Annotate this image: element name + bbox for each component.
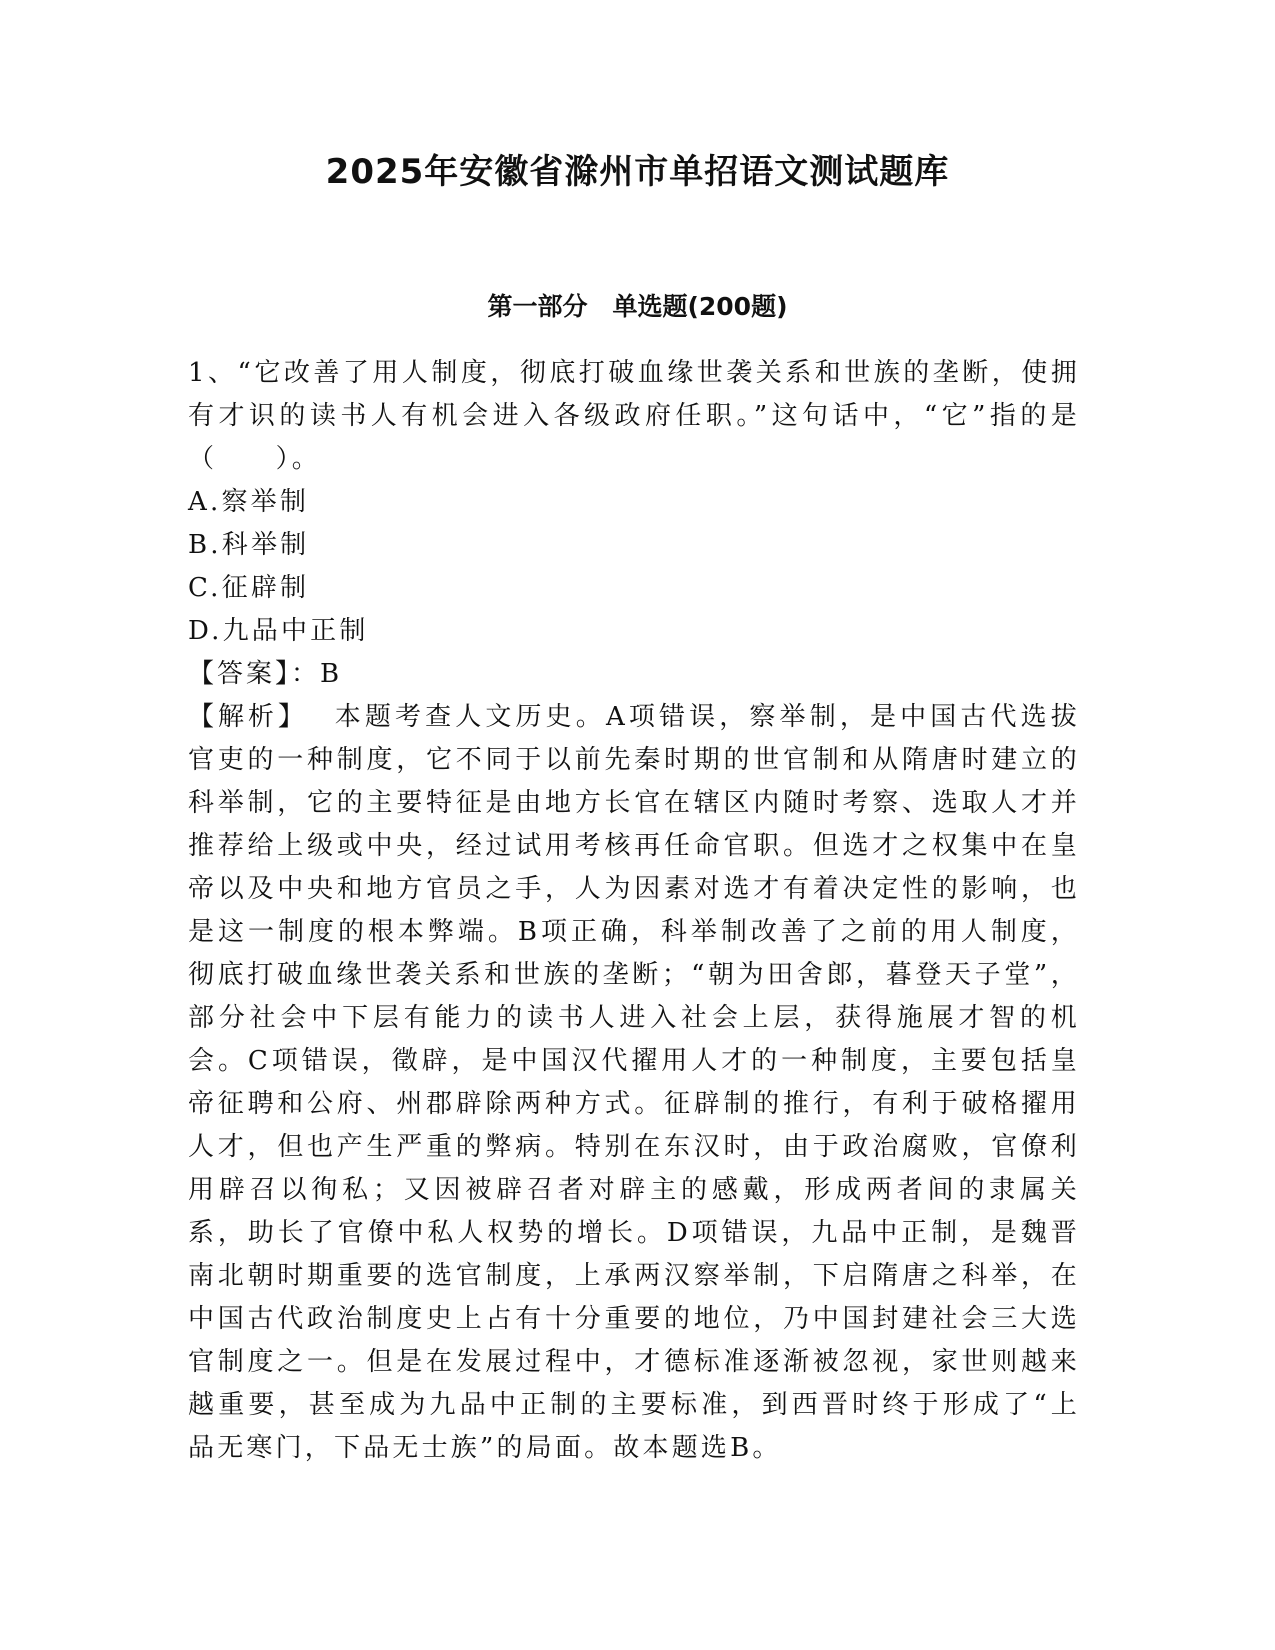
- option-c: C.征辟制: [188, 573, 310, 603]
- option-a: A.察举制: [188, 487, 310, 517]
- answer-line: [188, 653, 1080, 696]
- question-block: [188, 352, 1080, 1470]
- answer-label: 【答案】：: [188, 659, 321, 689]
- analysis-paragraph: [188, 696, 1080, 1470]
- analysis-label: 【解析】: [188, 702, 308, 732]
- question-stem: 1、“它改善了用人制度，彻底打破血缘世袭关系和世族的垄断，使拥有才识的读书人有机会进入各级政府任职。”这句话中，“它”指的是（ ）。: [188, 358, 1080, 474]
- analysis-text: 本题考查人文历史。A项错误，察举制，是中国古代选拔官吏的一种制度，它不同于以前先秦时期的世官制和从隋唐时建立的科举制，它的主要特征是由地方长官在辖区内随时考察、选取人才并推荐给上级或中央，经过试用考核再任命官职。但选才之权集中在皇帝以及中央和地方官员之手，人为因素对选才有着决定性的影响，也是这一制度的根本弊端。B项正确，科举制改善了之前的用人制度，彻底打破血缘世袭关系和世族的垄断；“朝为田舍郎，暮登天子堂”，部分社会中下层有能力的读书人进入社会上层，获得施展才智的机会。C项错误，徵辟，是中国汉代擢用人才的一种制度，主要包括皇帝征聘和公府、州郡辟除两种方式。征辟制的推行，有利于破格擢用人才，但也产生严重的弊病。特别在东汉时，由于政治腐败，官僚利用辟召以徇私；又因被辟召者对辟主的感戴，形成两者间的隶属关系，助长了官僚中私人权势的增长。D项错误，九品中正制，是魏晋南北朝时期重要的选官制度，上承两汉察举制，下启隋唐之科举，在中国古代政治制度史上占有十分重要的地位，乃中国封建社会三大选官制度之一。但是在发展过程中，才德标准逐渐被忽视，家世则越来越重要，甚至成为九品中正制的主要标准，到西晋时终于形成了“上品无寒门，下品无士族”的局面。故本题选B。: [188, 702, 1080, 1463]
- answer-value: B: [320, 659, 343, 689]
- document-title: 2025年安徽省滁州市单招语文测试题库: [325, 152, 950, 192]
- option-d: D.九品中正制: [188, 616, 369, 646]
- option-b: B.科举制: [188, 530, 310, 560]
- section-title: 第一部分 单选题(200题): [487, 292, 788, 321]
